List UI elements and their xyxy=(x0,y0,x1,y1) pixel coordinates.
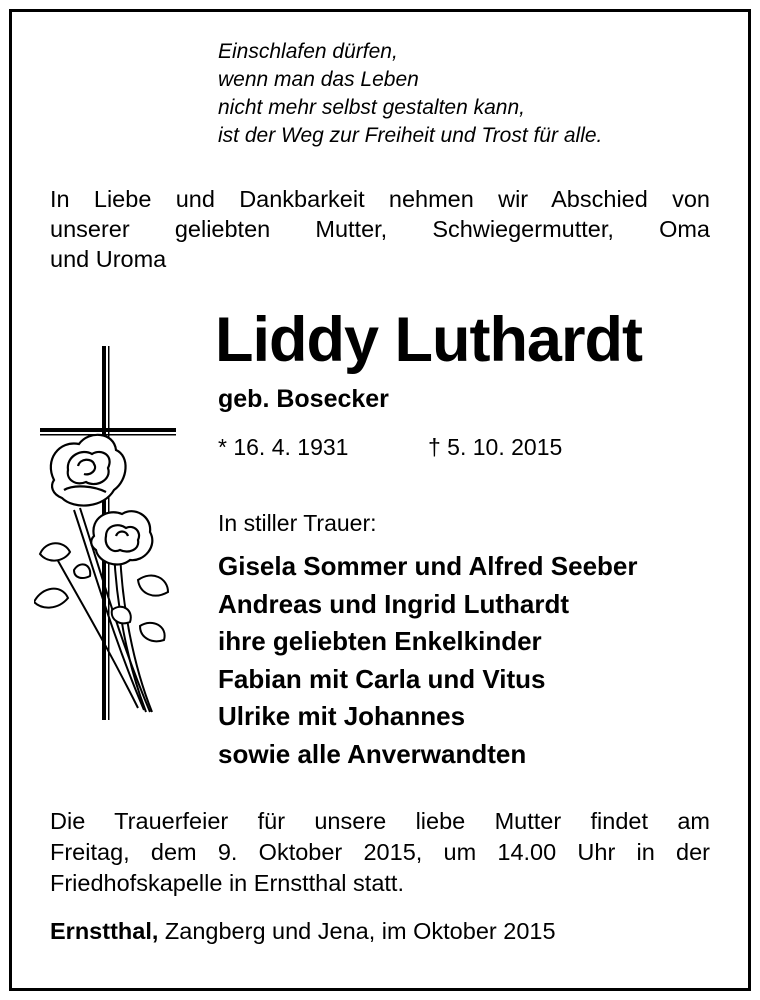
mourners-list xyxy=(218,548,638,773)
funeral-line: Die Trauerfeier für unsere liebe Mutter findet am xyxy=(50,808,710,834)
poem-line: ist der Weg zur Freiheit und Trost für alle. xyxy=(218,124,603,147)
place-town: Ernstthal, xyxy=(50,918,159,944)
funeral-line: Friedhofskapelle in Ernstthal statt. xyxy=(50,870,404,896)
poem-line: nicht mehr selbst gestalten kann, xyxy=(218,96,526,119)
birth-date: * 16. 4. 1931 xyxy=(218,434,349,460)
cross-with-roses-icon xyxy=(34,340,184,730)
mourner-line: ihre geliebten Enkelkinder xyxy=(218,626,542,656)
intro-line: und Uroma xyxy=(50,246,167,272)
funeral-text xyxy=(50,806,710,899)
place-rest: Zangberg und Jena, im Oktober 2015 xyxy=(158,918,556,944)
deceased-name: Liddy Luthardt xyxy=(215,305,642,375)
poem xyxy=(218,38,602,150)
mourner-line: Andreas und Ingrid Luthardt xyxy=(218,588,569,619)
intro-line: In Liebe und Dankbarkeit nehmen wir Abschied von xyxy=(50,186,710,212)
poem-line: Einschlafen dürfen, xyxy=(218,40,398,63)
mourner-line: Fabian mit Carla und Vitus xyxy=(218,663,546,694)
mourning-label: In stiller Trauer: xyxy=(218,510,377,536)
place-date-line xyxy=(50,918,556,945)
intro-line: unserer geliebten Mutter, Schwiegermutter, Oma xyxy=(50,216,710,242)
poem-line: wenn man das Leben xyxy=(218,68,419,91)
mourner-line: sowie alle Anverwandten xyxy=(218,738,527,769)
death-date: † 5. 10. 2015 xyxy=(428,434,563,460)
mourner-line: Ulrike mit Johannes xyxy=(218,701,466,731)
mourner-line: Gisela Sommer und Alfred Seeber xyxy=(218,551,638,581)
maiden-name: geb. Bosecker xyxy=(218,385,389,413)
intro-text xyxy=(50,184,710,274)
funeral-line: Freitag, dem 9. Oktober 2015, um 14.00 Uhr in der xyxy=(50,839,710,865)
